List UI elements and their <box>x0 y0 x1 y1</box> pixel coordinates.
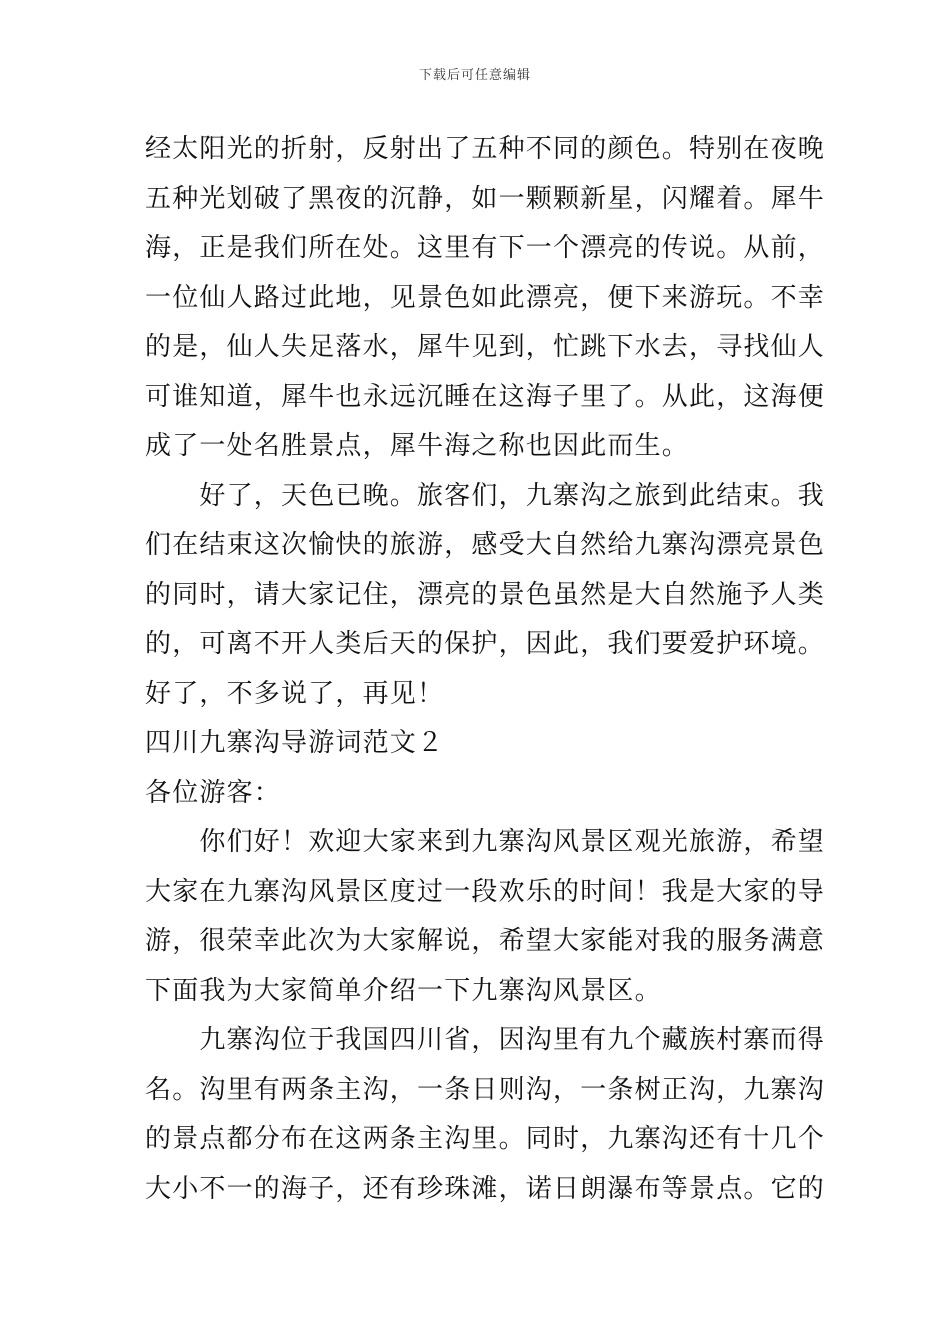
text-line: 一位仙人路过此地，见景色如此漂亮，便下来游玩。不幸 <box>145 282 826 313</box>
text-line: 你们好！欢迎大家来到九寨沟风景区观光旅游，希望 <box>145 827 826 857</box>
salutation: 各位游客： <box>145 777 282 808</box>
text-line: 的景点都分布在这两条主沟里。同时，九寨沟还有十几个 <box>145 1124 826 1154</box>
text-line: 的是，仙人失足落水，犀牛见到，忙跳下水去，寻找仙人 <box>145 332 826 362</box>
text-line: 下面我为大家简单介绍一下九寨沟风景区。 <box>145 975 662 1006</box>
text-line: 好了，天色已晚。旅客们，九寨沟之旅到此结束。我 <box>145 480 826 511</box>
text-line: 九寨沟位于我国四川省，因沟里有九个藏族村寨而得 <box>145 1025 826 1055</box>
text-line: 们在结束这次愉快的旅游，感受大自然给九寨沟漂亮景色 <box>145 530 826 560</box>
document-body <box>145 125 826 1214</box>
text-line: 经太阳光的折射，反射出了五种不同的颜色。特别在夜晚 <box>145 134 826 164</box>
text-line: 好了，不多说了，再见！ <box>145 678 445 709</box>
section-title: 四川九寨沟导游词范文２ <box>145 728 445 758</box>
text-line: 五种光划破了黑夜的沉静，如一颗颗新星，闪耀着。犀牛 <box>145 183 826 214</box>
page-header: 下载后可任意编辑 <box>418 68 531 83</box>
text-line: 可谁知道，犀牛也永远沉睡在这海子里了。从此，这海便 <box>145 381 826 412</box>
text-line: 名。沟里有两条主沟，一条日则沟，一条树正沟，九寨沟 <box>145 1074 826 1105</box>
text-line: 大小不一的海子，还有珍珠滩，诺日朗瀑布等景点。它的 <box>145 1173 826 1204</box>
text-line: 成了一处名胜景点，犀牛海之称也因此而生。 <box>145 431 690 461</box>
text-line: 的同时，请大家记住，漂亮的景色虽然是大自然施予人类 <box>145 579 826 610</box>
text-line: 海，正是我们所在处。这里有下一个漂亮的传说。从前， <box>145 233 826 263</box>
text-line: 大家在九寨沟风景区度过一段欢乐的时间！我是大家的导 <box>145 876 826 907</box>
text-line: 的，可离不开人类后天的保护，因此，我们要爱护环境。 <box>145 629 826 659</box>
text-line: 游，很荣幸此次为大家解说，希望大家能对我的服务满意 <box>145 926 826 956</box>
